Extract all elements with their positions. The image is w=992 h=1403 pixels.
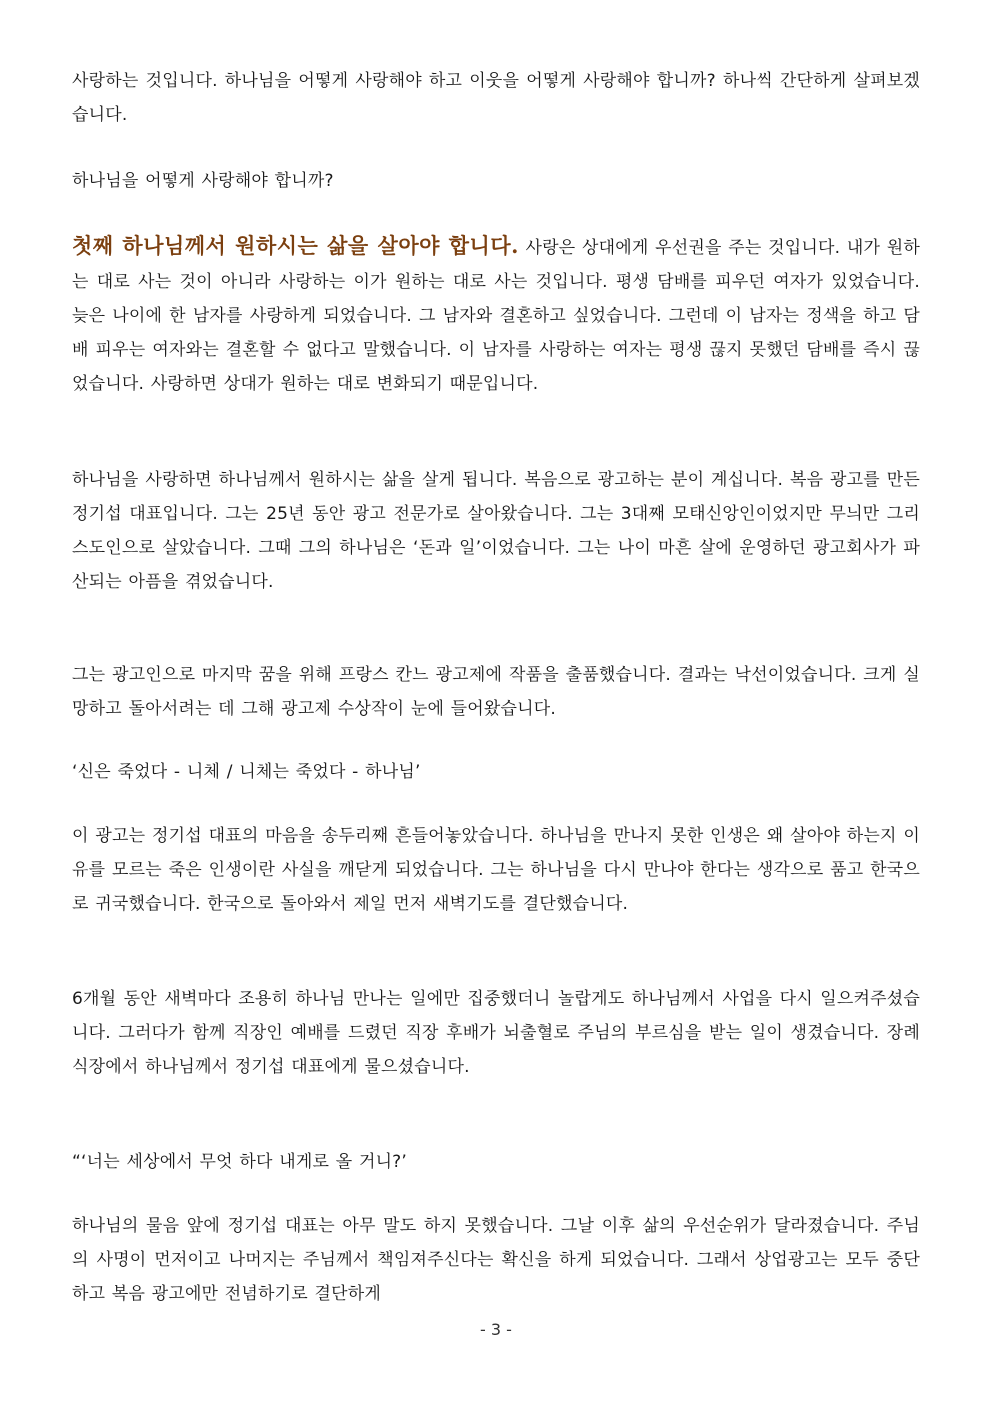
paragraph-1: [72, 64, 920, 132]
paragraph-10: [72, 1209, 920, 1311]
quote-nietzsche: [72, 755, 920, 789]
paragraph-question-text: 하나님을 어떻게 사랑해야 합니까?: [72, 171, 334, 191]
page-number: - 3 -: [480, 1320, 512, 1339]
paragraph-4: [72, 463, 920, 599]
paragraph-4-text: 하나님을 사랑하면 하나님께서 원하시는 삶을 살게 됩니다. 복음으로 광고하는 분이 계십니다. 복음 광고를 만든 정기섭 대표입니다. 그는 25년 동안 광고 전문가로 살아왔습니다. 그는 3대째 모태신앙인이었지만 무늬만 그리스도인으로 살았습니다. 그때 그의 하나님은 ‘돈과 일’이었습니다. 그는 나이 마흔 살에 운영하던 광고회사가 파산되는 아픔을 겪었습니다.: [72, 470, 920, 592]
paragraph-question: [72, 164, 920, 198]
paragraph-10-text: 하나님의 물음 앞에 정기섭 대표는 아무 말도 하지 못했습니다. 그날 이후 삶의 우선순위가 달라졌습니다. 주님의 사명이 먼저이고 나머지는 주님께서 책임져주신다는 확신을 하게 되었습니다. 그래서 상업광고는 모두 중단하고 복음 광고에만 전념하기로 결단하게: [72, 1216, 920, 1304]
paragraph-5: [72, 658, 920, 726]
paragraph-5-text: 그는 광고인으로 마지막 꿈을 위해 프랑스 칸느 광고제에 작품을 출품했습니다. 결과는 낙선이었습니다. 크게 실망하고 돌아서려는 데 그해 광고제 수상작이 눈에 들어왔습니다.: [72, 665, 920, 719]
quote-god-question: [72, 1145, 920, 1179]
paragraph-7: [72, 819, 920, 921]
paragraph-first-point-text: 사랑은 상대에게 우선권을 주는 것입니다. 내가 원하는 대로 사는 것이 아니라 사랑하는 이가 원하는 대로 사는 것입니다. 평생 담배를 피우던 여자가 있었습니다. 늦은 나이에 한 남자를 사랑하게 되었습니다. 그 남자와 결혼하고 싶었습니다. 그런데 이 남자는 정색을 하고 담배 피우는 여자와는 결혼할 수 없다고 말했습니다. 이 남자를 사랑하는 여자는 평생 끊지 못했던 담배를 즉시 끊었습니다. 사랑하면 상대가 원하는 대로 변화되기 때문입니다.: [72, 238, 920, 394]
paragraph-7-text: 이 광고는 정기섭 대표의 마음을 송두리째 흔들어놓았습니다. 하나님을 만나지 못한 인생은 왜 살아야 하는지 이유를 모르는 죽은 인생이란 사실을 깨닫게 되었습니다. 그는 하나님을 다시 만나야 한다는 생각으로 품고 한국으로 귀국했습니다. 한국으로 돌아와서 제일 먼저 새벽기도를 결단했습니다.: [72, 826, 920, 914]
section-heading-first: 첫째 하나님께서 원하시는 삶을 살아야 합니다.: [72, 233, 519, 258]
paragraph-8-text: 6개월 동안 새벽마다 조용히 하나님 만나는 일에만 집중했더니 놀랍게도 하나님께서 사업을 다시 일으켜주셨습니다. 그러다가 함께 직장인 예배를 드렸던 직장 후배가 뇌출혈로 주님의 부르심을 받는 일이 생겼습니다. 장례식장에서 하나님께서 정기섭 대표에게 물으셨습니다.: [72, 989, 920, 1077]
paragraph-first-point: [72, 229, 920, 401]
quote-nietzsche-text: ‘신은 죽었다 - 니체 / 니체는 죽었다 - 하나님’: [72, 762, 421, 782]
paragraph-8: [72, 982, 920, 1084]
quote-god-question-text: “‘너는 세상에서 무엇 하다 내게로 올 거니?’: [72, 1152, 408, 1172]
paragraph-1-text: 사랑하는 것입니다. 하나님을 어떻게 사랑해야 하고 이웃을 어떻게 사랑해야 합니까? 하나씩 간단하게 살펴보겠습니다.: [72, 71, 920, 125]
